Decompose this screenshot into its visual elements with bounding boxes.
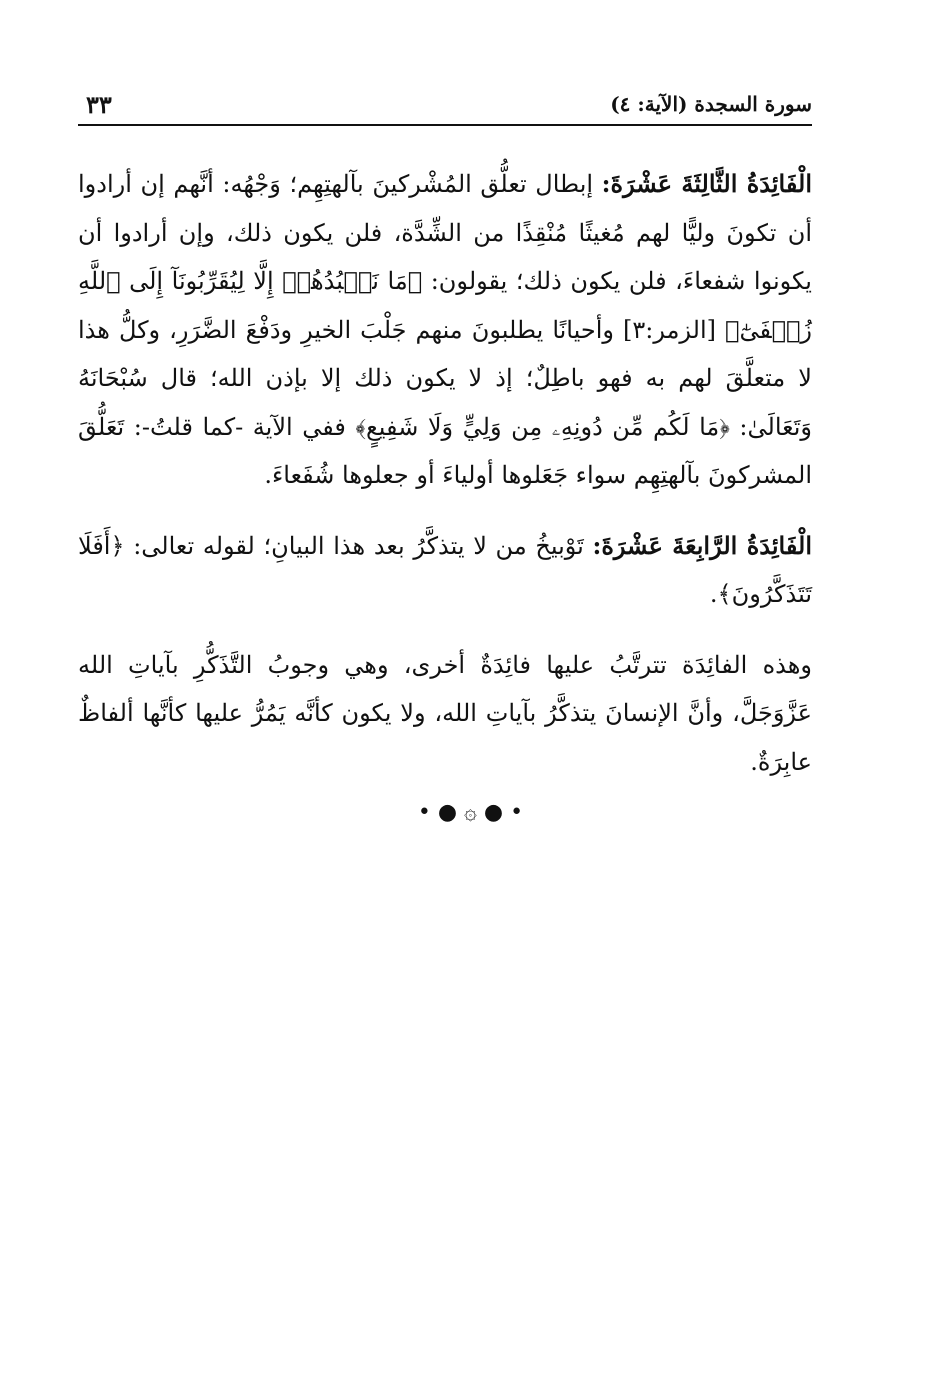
page-body <box>78 160 812 808</box>
paragraph-fourteenth-benefit <box>78 522 812 619</box>
section-end-ornament: • ● ۞ ● • <box>417 800 524 825</box>
paragraph-additional-benefit <box>78 641 812 787</box>
paragraph-lead: الْفَائِدَةُ الثَّالِثَةَ عَشْرَةَ: <box>601 169 812 198</box>
page-number: ٣٣ <box>86 90 112 119</box>
paragraph-lead: الْفَائِدَةُ الرَّابِعَةَ عَشْرَةَ: <box>592 530 812 560</box>
paragraph-text: تَوْبيخُ من لا يتذكَّرُ بعد هذا البيانِ؛ لقوله تعالى: ﴿أَفَلَا تَتَذَكَّرُونَ﴾. <box>78 531 812 608</box>
page-header <box>78 88 812 126</box>
paragraph-text: إبطال تعلُّق المُشْركينَ بآلهتِهِم؛ وَجْهُه: أنَّهم إن أرادوا أن تكونَ وليًّا لهم مُغيثًا مُنْقِذًا من الشِّدَّة، فلن يكون ذلك، وإن أرادوا أن يكونوا شفعاءَ، فلن يكون ذلك؛ يقولون: ﴿مَا نَعۡبُدُهُمۡ إِلَّا لِيُقَرِّبُونَآ إِلَى ٱللَّهِ زُلۡفَىٰٓ﴾ [الزمر:٣] وأحيانًا يطلبونَ منهم جَلْبَ الخيرِ ودَفْعَ الضَّرَرِ، وكلُّ هذا لا متعلَّقَ لهم به فهو باطِلٌ؛ إذ لا يكون ذلك إلا بإذن الله؛ قال سُبْحَانَهُ وَتَعَالَىٰ: ﴿مَا لَكُم مِّن دُونِهِۦ مِن وَلِيٍّ وَلَا شَفِيعٍ﴾ ففي الآية -كما قلتُ-: تَعَلُّقَ المشركونَ بآلهتِهِم سواء جَعَلوها أولياءَ أو جعلوها شُفَعاءَ. <box>78 170 812 489</box>
paragraph-thirteenth-benefit <box>78 160 812 500</box>
paragraph-text: وهذه الفائِدَة تترتَّبُ عليها فائِدَةٌ أخرى، وهي وجوبُ التَّذَكُّرِ بآياتِ الله عَزَّوَجَلَّ، وأنَّ الإنسانَ يتذكَّرُ بآياتِ الله، ولا يكون كأنَّه يَمُرُّ عليها كأنَّها ألفاظٌ عابِرَةٌ. <box>78 650 812 776</box>
running-title: سورة السجدة (الآية: ٤) <box>610 92 812 116</box>
